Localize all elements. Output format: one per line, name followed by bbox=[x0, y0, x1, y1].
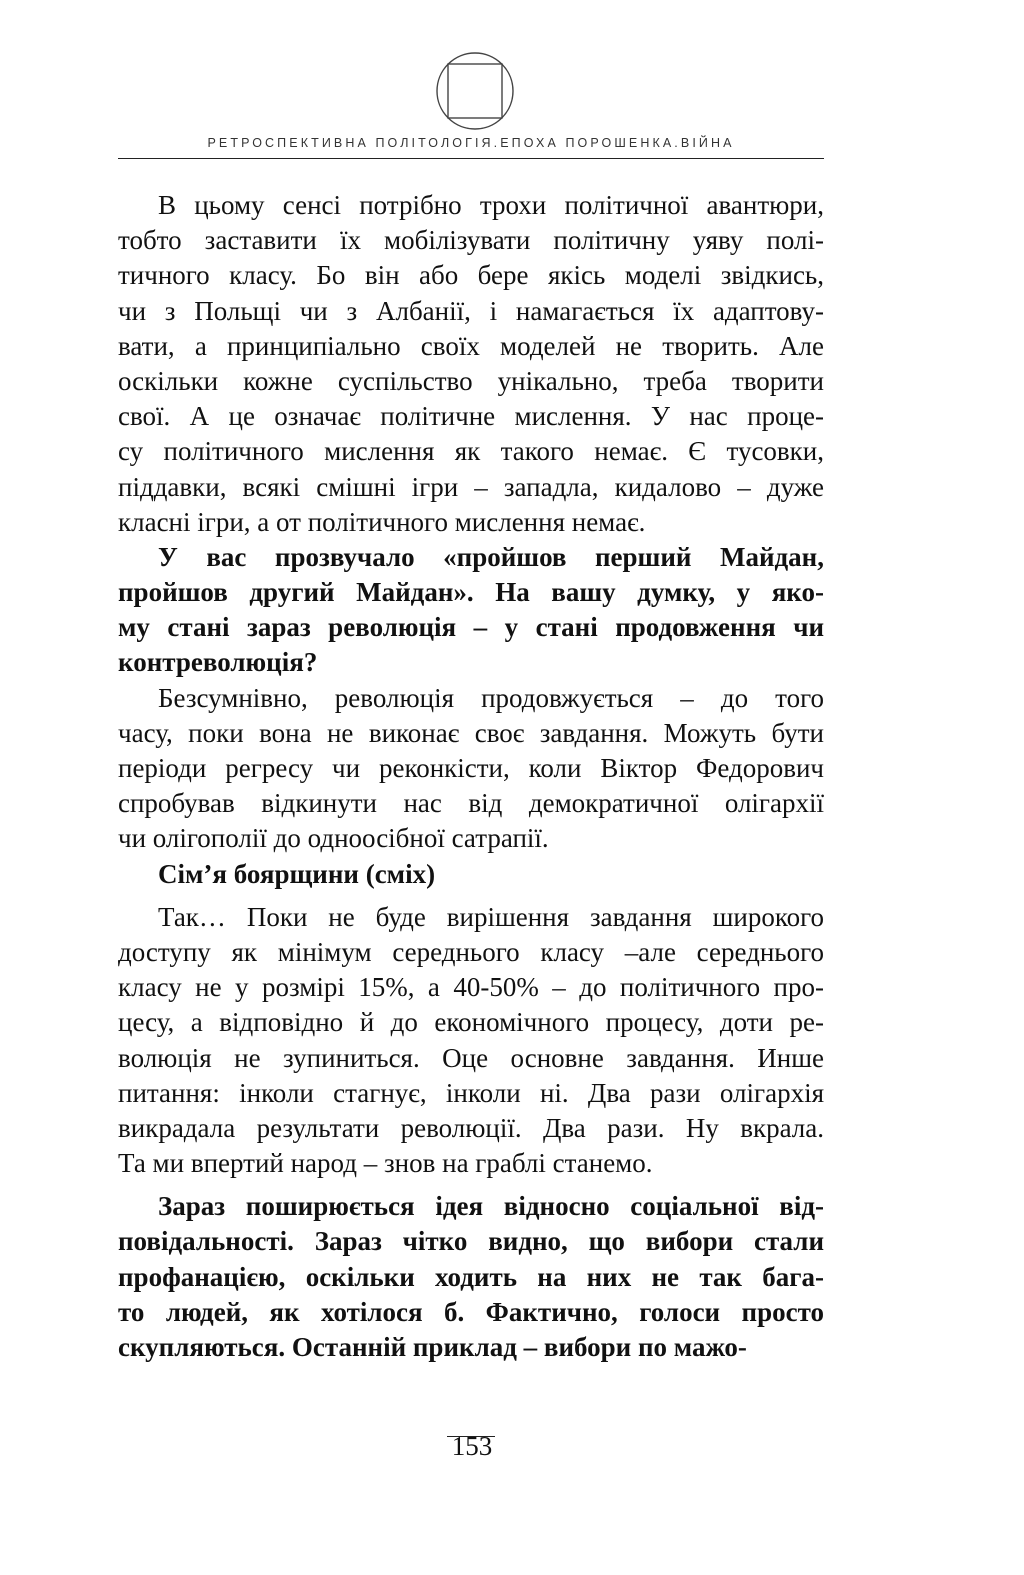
answer-paragraph bbox=[118, 681, 824, 857]
text-line: цесу, а відповідно й до економічного процесу, доти ре- bbox=[118, 1007, 824, 1038]
text-line: контреволюція? bbox=[118, 647, 318, 678]
text-line: су політичного мислення як такого немає. Є тусовки, bbox=[118, 436, 824, 467]
text-line: піддавки, всякі смішні ігри – западла, кидалово – дуже bbox=[118, 471, 824, 502]
text-line: тобто заставити їх мобілізувати політичну уяву полі- bbox=[118, 225, 824, 256]
text-line: періоди регресу чи реконкісти, коли Віктор Федорович bbox=[118, 753, 824, 783]
question-paragraph bbox=[118, 857, 824, 892]
question-paragraph bbox=[118, 1189, 824, 1365]
text-line: му стані зараз революція – у стані продовження чи bbox=[118, 612, 824, 643]
header-divider bbox=[118, 158, 824, 159]
text-line: В цьому сенсі потрібно трохи політичної авантюри, bbox=[158, 190, 824, 220]
text-line: доступу як мінімум середнього класу –але середнього bbox=[118, 936, 824, 967]
text-line: свої. А це означає політичне мислення. У нас проце- bbox=[118, 401, 824, 432]
text-line: Так… Поки не буде вирішення завдання широкого bbox=[158, 901, 824, 932]
text-line: Сім’я боярщини (сміх) bbox=[158, 858, 436, 889]
publisher-logo-icon bbox=[434, 50, 516, 132]
text-line: Зараз поширюється ідея відносно соціальної від- bbox=[158, 1191, 824, 1222]
text-line: волюція не зупиниться. Оце основне завдання. Инше bbox=[118, 1042, 824, 1073]
text-line: вати, а принципіально своїх моделей не творить. Але bbox=[118, 330, 824, 361]
answer-paragraph bbox=[118, 900, 824, 1182]
text-line: спробував відкинути нас від демократичної олігархії bbox=[118, 788, 824, 819]
text-line: У вас прозвучало «пройшов перший Майдан, bbox=[158, 541, 824, 572]
text-line: повідальності. Зараз чітко видно, що вибори стали bbox=[118, 1226, 824, 1257]
paragraph-gap bbox=[118, 892, 824, 900]
text-line: Безсумнівно, революція продовжується – до того bbox=[158, 682, 824, 713]
text-line: класу не у розмірі 15%, а 40-50% – до політичного про- bbox=[118, 972, 824, 1003]
text-line: пройшов другий Майдан». На вашу думку, у яко- bbox=[118, 577, 824, 608]
answer-paragraph bbox=[118, 188, 824, 540]
page-number: 153 bbox=[451, 1431, 493, 1461]
text-line: то людей, як хотілося б. Фактично, голоси просто bbox=[118, 1296, 824, 1327]
text-line: тичного класу. Бо він або бере якісь моделі звідкись, bbox=[118, 260, 824, 291]
text-line: викрадала результати революції. Два рази. Ну вкрала. bbox=[118, 1112, 824, 1143]
body-text bbox=[118, 188, 824, 1365]
text-line: класні ігри, а от політичного мислення немає. bbox=[118, 506, 646, 537]
text-line: чи з Польщі чи з Албанії, і намагається їх адаптову- bbox=[118, 295, 824, 326]
question-paragraph bbox=[118, 540, 824, 681]
text-line: питання: інколи стагнує, інколи ні. Два рази олігархія bbox=[118, 1077, 824, 1108]
text-line: Та ми впертий народ – знов на граблі станемо. bbox=[118, 1148, 653, 1179]
text-line: часу, поки вона не виконає своє завдання. Можуть бути bbox=[118, 717, 824, 748]
text-line: профанацією, оскільки ходить на них не так бага- bbox=[118, 1261, 824, 1292]
text-line: скупляються. Останній приклад – вибори по мажо- bbox=[118, 1332, 747, 1362]
text-line: оскільки кожне суспільство унікально, треба творити bbox=[118, 365, 824, 396]
running-header: РЕТРОСПЕКТИВНА ПОЛІТОЛОГІЯ.ЕПОХА ПОРОШЕНКА.ВІЙНА bbox=[207, 136, 735, 150]
paragraph-gap bbox=[118, 1181, 824, 1189]
text-line: чи олігополії до одноосібної сатрапії. bbox=[118, 823, 549, 854]
